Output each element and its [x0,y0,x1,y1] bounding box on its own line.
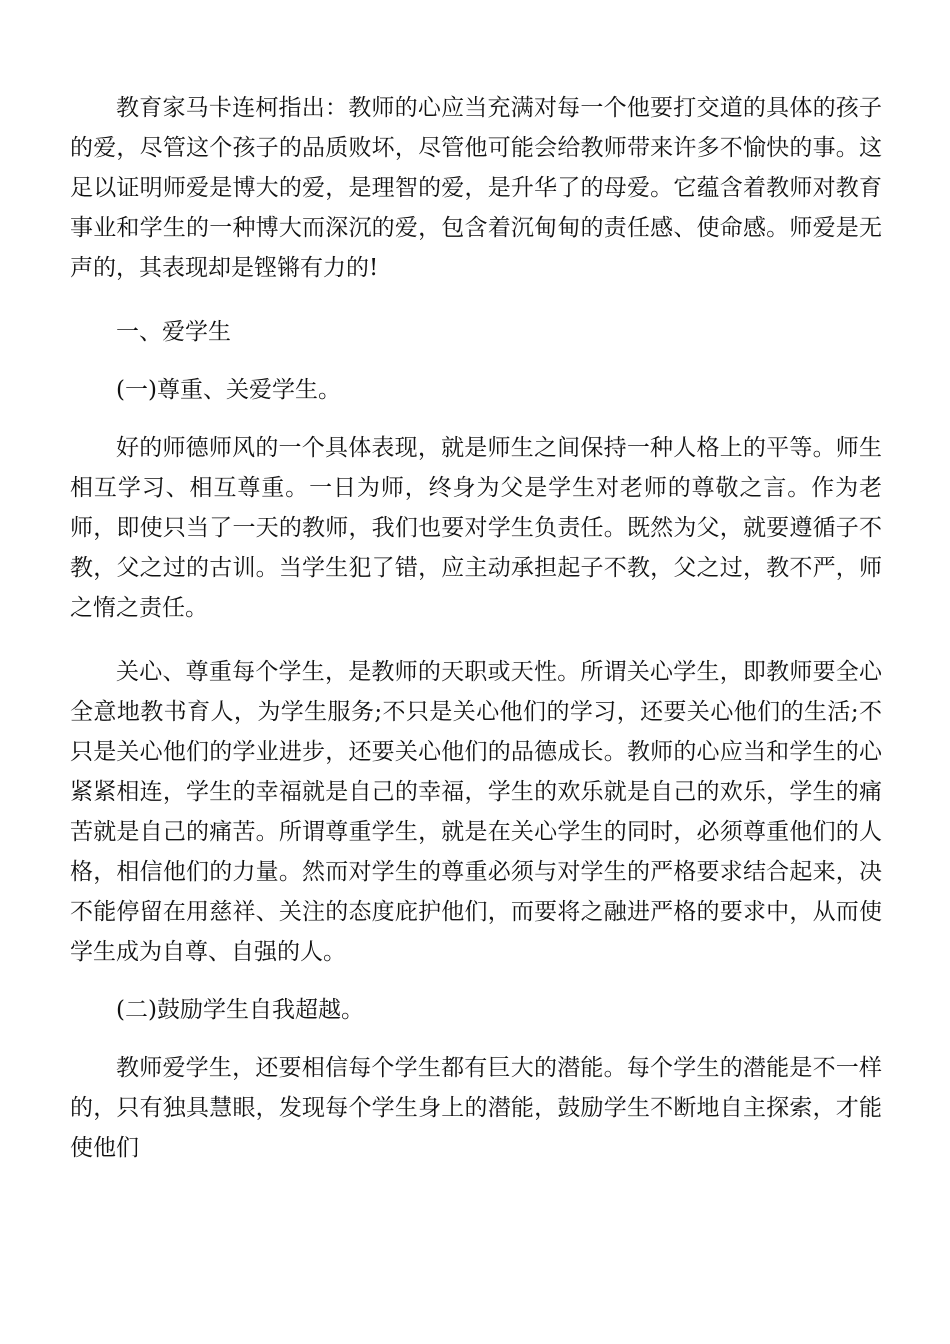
paragraph-care-respect: 关心、尊重每个学生，是教师的天职或天性。所谓关心学生，即教师要全心全意地教书育人，为学生服务;不只是关心他们的学习，还要关心他们的生活;不只是关心他们的学业进步，还要关心他们的品德成长。教师的心应当和学生的心紧紧相连，学生的幸福就是自己的幸福，学生的欢乐就是自己的欢乐，学生的痛苦就是自己的痛苦。所谓尊重学生，就是在关心学生的同时，必须尊重他们的人格，相信他们的力量。然而对学生的尊重必须与对学生的严格要求结合起来，决不能停留在用慈祥、关注的态度庇护他们，而要将之融进严格的要求中，从而使学生成为自尊、自强的人。 [70,659,882,965]
paragraph-potential: 教师爱学生，还要相信每个学生都有巨大的潜能。每个学生的潜能是不一样的，只有独具慧眼，发现每个学生身上的潜能，鼓励学生不断地自主探索，才能使他们 [70,1055,882,1161]
paragraph-teacher-ethics: 好的师德师风的一个具体表现，就是师生之间保持一种人格上的平等。师生相互学习、相互尊重。一日为师，终身为父是学生对老师的尊敬之言。作为老师，即使只当了一天的教师，我们也要对学生负责任。既然为父，就要遵循子不教，父之过的古训。当学生犯了错，应主动承担起子不教，父之过，教不严，师之惰之责任。 [70,435,882,621]
subsection-heading-respect-care: (一)尊重、关爱学生。 [116,377,341,403]
document-page [70,88,882,1168]
subsection-heading-self-surpass: (二)鼓励学生自我超越。 [116,997,364,1023]
section-heading-love-students: 一、爱学生 [116,319,231,345]
paragraph-intro: 教育家马卡连柯指出：教师的心应当充满对每一个他要打交道的具体的孩子的爱，尽管这个孩子的品质败坏，尽管他可能会给教师带来许多不愉快的事。这足以证明师爱是博大的爱，是理智的爱，是升华了的母爱。它蕴含着教师对教育事业和学生的一种博大而深沉的爱，包含着沉甸甸的责任感、使命感。师爱是无声的，其表现却是铿锵有力的! [70,95,882,281]
